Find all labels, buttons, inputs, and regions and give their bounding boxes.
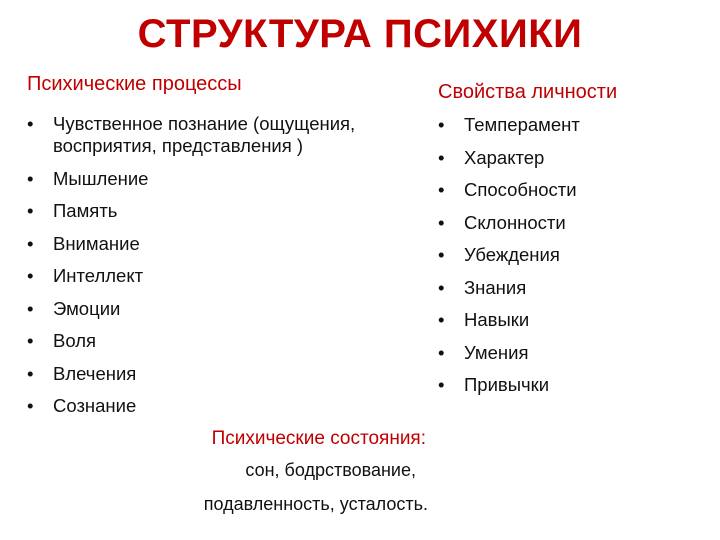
list-item: • Сознание: [27, 395, 407, 417]
list-item: • Мышление: [27, 168, 407, 190]
mental-states-line-2: подавленность, усталость.: [203, 494, 428, 514]
list-item: • Чувственное познание (ощущения, восприятия, представления ): [27, 113, 407, 157]
list-item: • Навыки: [438, 309, 708, 331]
list-item: • Темперамент: [438, 114, 708, 136]
mental-states-line-1: сон, бодрствование,: [245, 460, 416, 480]
list-item: • Знания: [438, 277, 708, 299]
list-item: • Склонности: [438, 212, 708, 234]
list-item: • Умения: [438, 342, 708, 364]
personality-traits-list: [438, 114, 708, 407]
slide-title: СТРУКТУРА ПСИХИКИ: [137, 12, 583, 56]
list-item: • Привычки: [438, 374, 708, 396]
list-item: • Способности: [438, 179, 708, 201]
list-item: • Характер: [438, 147, 708, 169]
list-item: • Внимание: [27, 233, 407, 255]
mental-processes-list: [27, 113, 407, 428]
mental-states-block: [140, 428, 450, 527]
list-item: • Интеллект: [27, 265, 407, 287]
list-item: • Эмоции: [27, 298, 407, 320]
list-item: • Убеждения: [438, 244, 708, 266]
mental-processes-heading: Психические процессы: [27, 73, 242, 95]
list-item: • Влечения: [27, 363, 407, 385]
personality-traits-heading: Свойства личности: [438, 81, 618, 103]
mental-states-heading: Психические состояния:: [211, 428, 426, 449]
list-item: • Память: [27, 200, 407, 222]
list-item: • Воля: [27, 330, 407, 352]
